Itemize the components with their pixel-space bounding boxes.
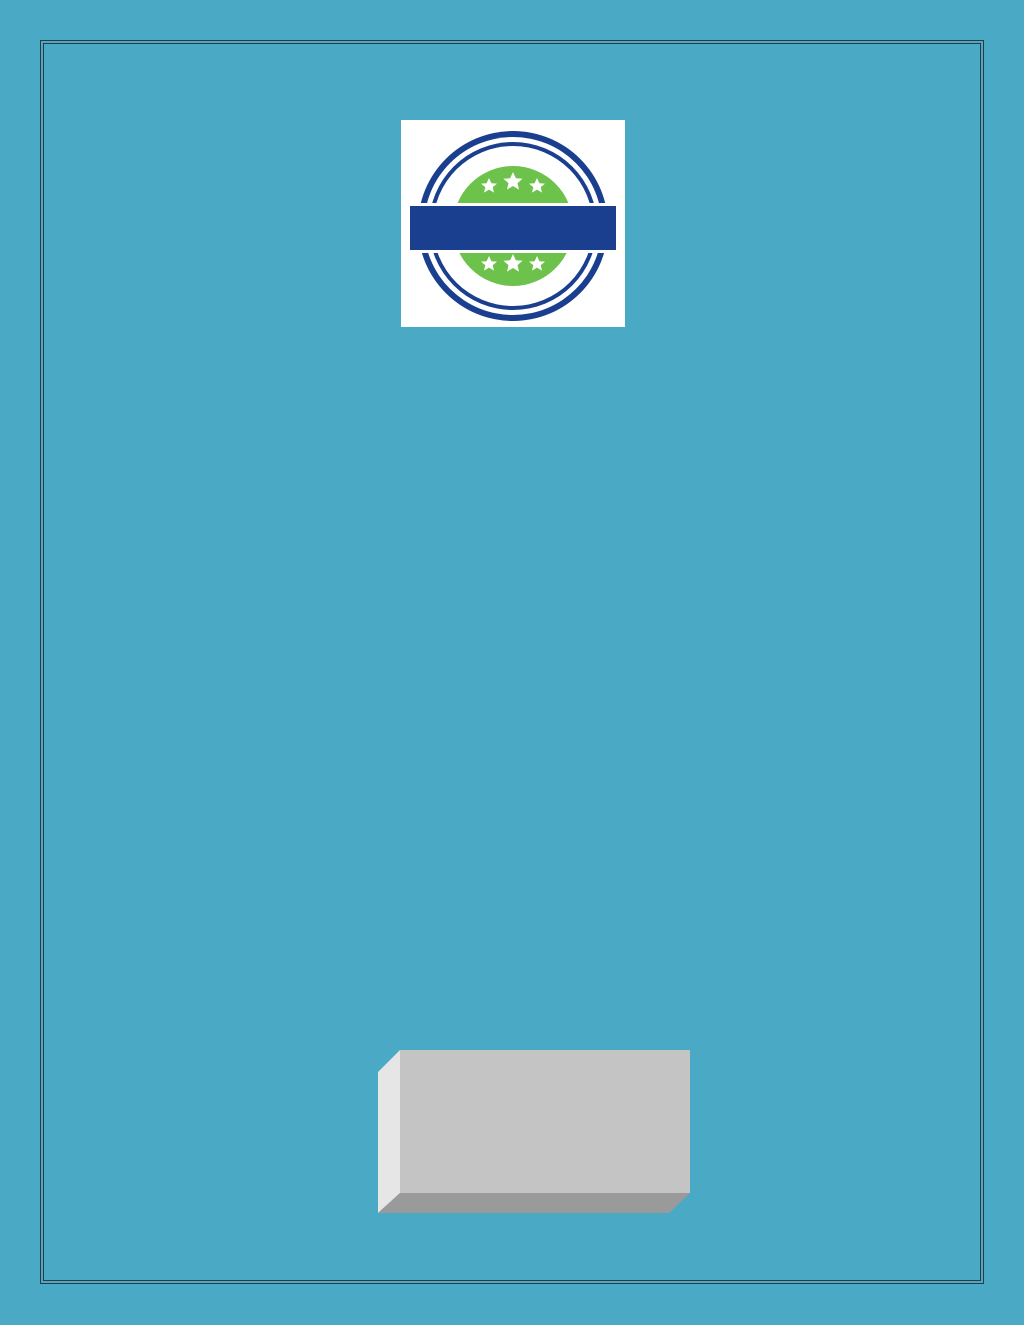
family-owned-local-seal-icon <box>401 120 625 327</box>
article-content <box>121 348 907 661</box>
section-heading-special-occasions <box>121 348 907 378</box>
logo-badge <box>401 120 625 327</box>
section-heading-commercial-properties <box>121 506 907 536</box>
section-heading-post-construction <box>121 427 907 457</box>
info-box-text <box>400 1050 690 1193</box>
section-heading-conclusion <box>121 585 907 615</box>
